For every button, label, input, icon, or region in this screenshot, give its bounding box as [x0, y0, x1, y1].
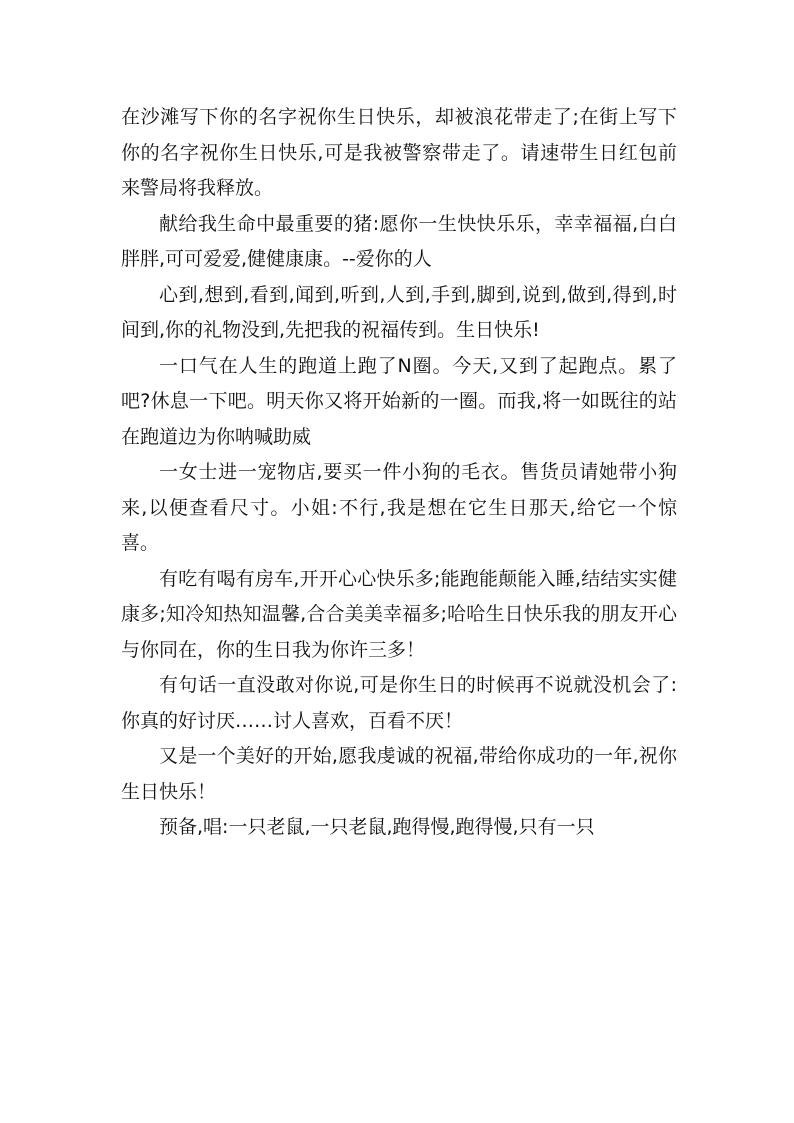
paragraph-1: 在沙滩写下你的名字祝你生日快乐，却被浪花带走了;在街上写下你的名字祝你生日快乐,可是我被警察带走了。请速带生日红包前来警局将我释放。 — [121, 106, 677, 199]
paragraph-5: 一女士进一宠物店,要买一件小狗的毛衣。售货员请她带小狗来,以便查看尺寸。小姐:不行,我是想在它生日那天,给它一个惊喜。 — [121, 461, 677, 554]
paragraph-9: 预备,唱:一只老鼠,一只老鼠,跑得慢,跑得慢,只有一只 — [159, 816, 595, 838]
paragraph-2: 献给我生命中最重要的猪:愿你一生快快乐乐，幸幸福福,白白胖胖,可可爱爱,健健康康。--爱你的人 — [121, 212, 677, 270]
paragraph-6: 有吃有喝有房车,开开心心快乐多;能跑能颠能入睡,结结实实健康多;知冷知热知温馨,合合美美幸福多;哈哈生日快乐我的朋友开心与你同在，你的生日我为你许三多！ — [121, 567, 677, 661]
paragraph-3: 心到,想到,看到,闻到,听到,人到,手到,脚到,说到,做到,得到,时间到,你的礼物没到,先把我的祝福传到。生日快乐! — [121, 283, 677, 341]
document-body — [121, 100, 677, 846]
paragraph-4: 一口气在人生的跑道上跑了N圈。今天,又到了起跑点。累了吧?休息一下吧。明天你又将开始新的一圈。而我,将一如既往的站在跑道边为你呐喊助威 — [121, 354, 677, 448]
paragraph-7: 有句话一直没敢对你说,可是你生日的时候再不说就没机会了:你真的好讨厌……讨人喜欢，百看不厌！ — [121, 674, 677, 732]
paragraph-8: 又是一个美好的开始,愿我虔诚的祝福,带给你成功的一年,祝你生日快乐！ — [121, 745, 677, 803]
